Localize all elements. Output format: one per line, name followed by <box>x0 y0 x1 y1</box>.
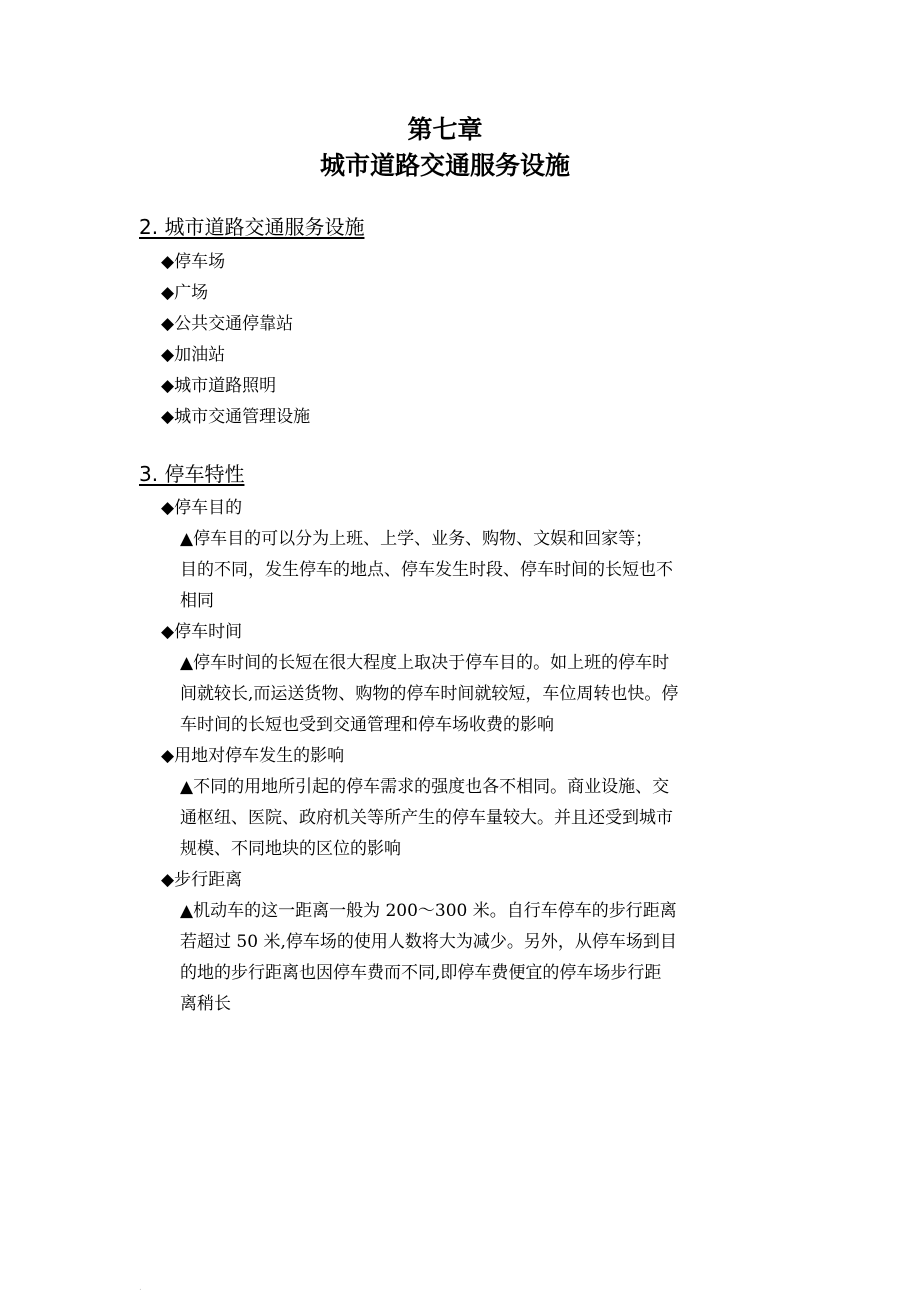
list-item-text: 停车场 <box>174 252 226 272</box>
topic-title-parking-purpose: ◆停车目的 <box>161 498 243 518</box>
list-item <box>161 402 310 433</box>
diamond-bullet-icon: ◆ <box>161 870 175 890</box>
topic-title-land-use-impact: ◆用地对停车发生的影响 <box>161 746 345 766</box>
diamond-bullet-icon: ◆ <box>161 314 175 334</box>
paragraph-line: 若超过 50 米,停车场的使用人数将大为减少。另外，从停车场到目 <box>180 932 677 952</box>
diamond-bullet-icon: ◆ <box>161 376 175 396</box>
chapter-number: 第七章 <box>407 115 483 144</box>
list-item <box>161 247 310 278</box>
diamond-bullet-icon: ◆ <box>161 252 175 272</box>
paragraph-line: 规模、不同地块的区位的影响 <box>180 839 401 859</box>
chapter-title-block <box>0 112 890 184</box>
topic-title-walking-distance: ◆步行距离 <box>161 870 243 890</box>
page-corner-mark: . <box>139 1283 142 1293</box>
section-heading-parking-characteristics: 3. 停车特性 <box>139 462 245 486</box>
paragraph-line: 间就较长,而运送货物、购物的停车时间就较短，车位周转也快。停 <box>180 684 679 704</box>
list-item-text: 广场 <box>174 283 209 303</box>
list-item <box>161 309 310 340</box>
list-item <box>161 340 310 371</box>
diamond-bullet-icon: ◆ <box>161 345 175 365</box>
topic-title-parking-duration: ◆停车时间 <box>161 622 243 642</box>
paragraph-line: ▲停车时间的长短在很大程度上取决于停车目的。如上班的停车时 <box>180 653 670 673</box>
paragraph-line: 通枢纽、医院、政府机关等所产生的停车量较大。并且还受到城市 <box>180 808 673 828</box>
list-item <box>161 371 310 402</box>
list-item-text: 加油站 <box>174 345 226 365</box>
list-item-text: 城市道路照明 <box>174 376 277 396</box>
diamond-bullet-icon: ◆ <box>161 407 175 427</box>
topic-body-walking-distance <box>180 896 725 1020</box>
parking-topics <box>161 493 741 1020</box>
paragraph-line: 车时间的长短也受到交通管理和停车场收费的影响 <box>180 715 554 735</box>
paragraph-line: ▲不同的用地所引起的停车需求的强度也各不相同。商业设施、交 <box>180 777 670 797</box>
topic-body-parking-duration <box>180 648 725 741</box>
diamond-bullet-icon: ◆ <box>161 622 175 642</box>
paragraph-line: 的地的步行距离也因停车费而不同,即停车费便宜的停车场步行距 <box>180 963 662 983</box>
paragraph-line: 目的不同，发生停车的地点、停车发生时段、停车时间的长短也不 <box>180 560 673 580</box>
facilities-list <box>161 247 310 433</box>
paragraph-line: 离稍长 <box>180 994 231 1014</box>
diamond-bullet-icon: ◆ <box>161 746 175 766</box>
chapter-title: 城市道路交通服务设施 <box>319 151 570 180</box>
paragraph-line: 相同 <box>180 591 214 611</box>
diamond-bullet-icon: ◆ <box>161 283 175 303</box>
paragraph-line: ▲机动车的这一距离一般为 200～300 米。自行车停车的步行距离 <box>180 901 677 921</box>
topic-body-parking-purpose <box>180 524 725 617</box>
diamond-bullet-icon: ◆ <box>161 498 175 518</box>
list-item-text: 公共交通停靠站 <box>174 314 294 334</box>
list-item-text: 城市交通管理设施 <box>174 407 311 427</box>
paragraph-line: ▲停车目的可以分为上班、上学、业务、购物、文娱和回家等； <box>180 529 653 549</box>
list-item <box>161 278 310 309</box>
section-heading-facilities: 2. 城市道路交通服务设施 <box>139 215 365 239</box>
topic-body-land-use-impact <box>180 772 725 865</box>
